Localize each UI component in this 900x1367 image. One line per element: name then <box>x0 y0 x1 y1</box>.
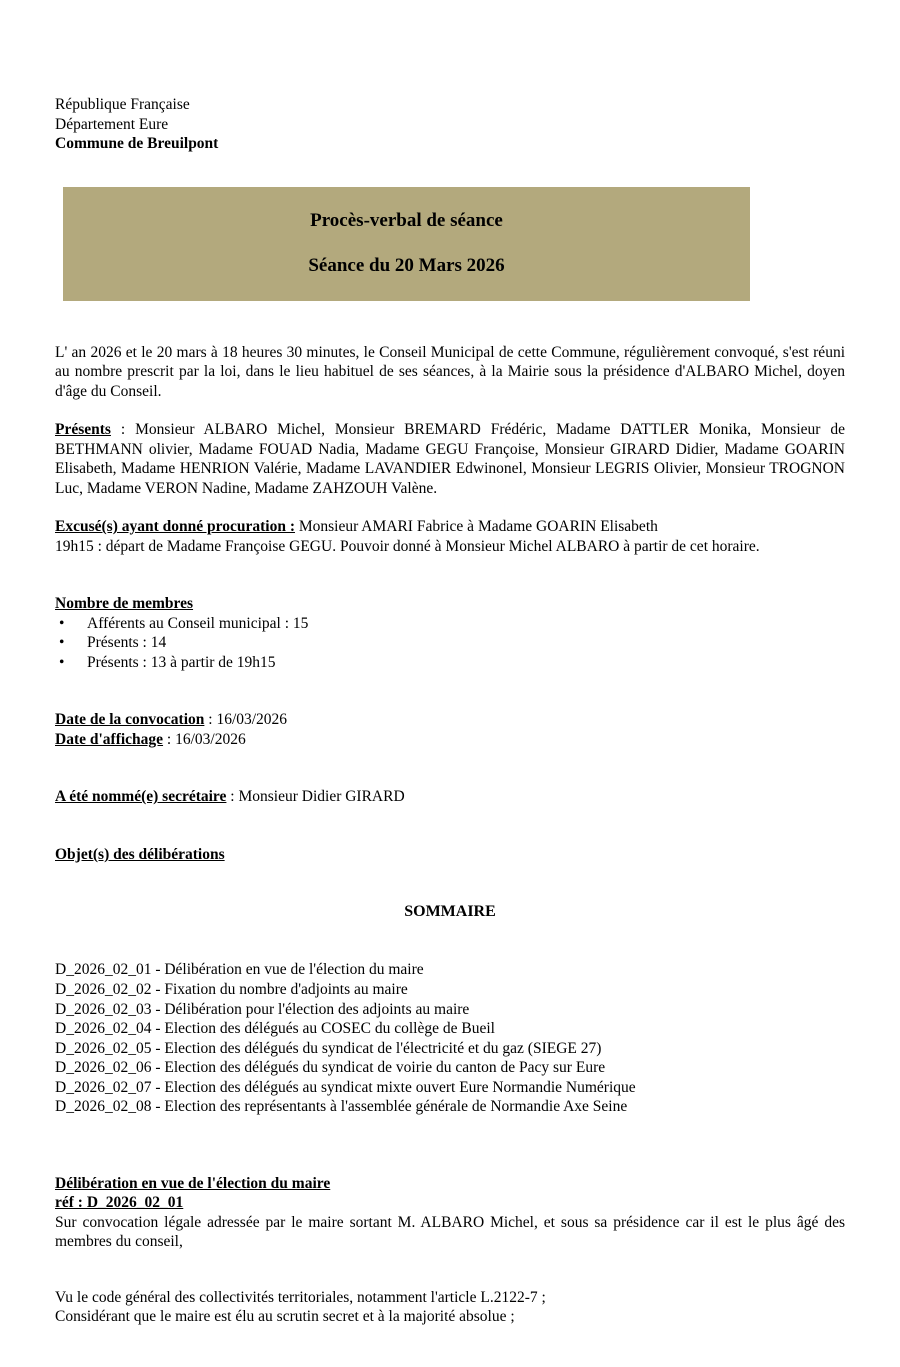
sommaire-title: SOMMAIRE <box>404 903 496 921</box>
presents-list: Monsieur ALBARO Michel, Monsieur BREMARD Frédéric, Madame DATTLER Monika, Monsieur de BETHMANN olivier, Madame FOUAD Nadia, Madame GEGU Françoise, Monsieur GIRARD Didier, Madame GOARIN Elisabeth, Madame HENRION Valérie, Madame LAVANDIER Edwinonel, Monsieur LEGRIS Olivier, Monsieur TROGNON Luc, Madame VERON Nadine, Madame ZAHZOUH Valène. <box>55 421 845 497</box>
objets-label: Objet(s) des délibérations <box>55 845 225 863</box>
list-item <box>55 653 845 673</box>
sommaire-item: D_2026_02_06 - Election des délégués du syndicat de voirie du canton de Pacy sur Eure <box>55 1059 606 1077</box>
intro-paragraph: L' an 2026 et le 20 mars à 18 heures 30 minutes, le Conseil Municipal de cette Commune, régulièrement convoqué, s'est réuni au nombre prescrit par la loi, dans le lieu habituel de ses séances, à la Mairie sous la présidence d'ALBARO Michel, doyen d'âge du Conseil. <box>55 343 845 400</box>
secretaire-label: A été nommé(e) secrétaire <box>55 788 227 806</box>
depart-line: 19h15 : départ de Madame Françoise GEGU. Pouvoir donné à Monsieur Michel ALBARO à partir de cet horaire. <box>55 537 760 555</box>
presents-separator: : <box>110 421 136 439</box>
header-republique: République Française <box>55 96 190 113</box>
deliberation-section <box>55 1174 845 1327</box>
bullet-icon <box>55 633 87 653</box>
deliberation-considerant-line: Considérant que le maire est élu au scrutin secret et à la majorité absolue ; <box>55 1308 515 1326</box>
presents-paragraph <box>55 420 845 498</box>
sommaire-item: D_2026_02_03 - Délibération pour l'élection des adjoints au maire <box>55 1000 470 1018</box>
procuration-line <box>55 517 845 537</box>
list-item <box>55 633 845 653</box>
bullet-icon <box>55 653 87 673</box>
affichage-label: Date d'affichage <box>55 730 164 748</box>
deliberation-title: Délibération en vue de l'élection du maire <box>55 1174 331 1192</box>
presents-label: Présents <box>55 421 111 439</box>
header-departement: Département Eure <box>55 115 169 133</box>
title-banner <box>63 187 750 301</box>
secretaire-line <box>55 787 845 807</box>
list-item <box>55 614 845 634</box>
deliberation-ref: réf : D_2026_02_01 <box>55 1194 184 1212</box>
header-commune: Commune de Breuilpont <box>55 135 219 153</box>
membres-presents-19h15: Présents : 13 à partir de 19h15 <box>87 653 276 671</box>
convocation-line <box>55 710 845 730</box>
dates-section <box>55 710 845 749</box>
banner-title: Procès-verbal de séance <box>310 210 503 232</box>
sommaire-item: D_2026_02_05 - Election des délégués du syndicat de l'électricité et du gaz (SIEGE 27) <box>55 1039 602 1057</box>
convocation-label: Date de la convocation <box>55 711 205 729</box>
deliberation-paragraph: Sur convocation légale adressée par le maire sortant M. ALBARO Michel, et sous sa présidence car il est le plus âgé des membres du conseil, <box>55 1213 845 1251</box>
sommaire-list <box>55 960 845 1116</box>
membres-label: Nombre de membres <box>55 595 194 613</box>
sommaire-item: D_2026_02_02 - Fixation du nombre d'adjoints au maire <box>55 980 408 998</box>
bullet-icon <box>55 614 87 634</box>
procuration-label: Excusé(s) ayant donné procuration : <box>55 518 295 536</box>
sommaire-item: D_2026_02_08 - Election des représentants à l'assemblée générale de Normandie Axe Seine <box>55 1098 628 1116</box>
affichage-line <box>55 730 845 750</box>
procuration-value: Monsieur AMARI Fabrice à Madame GOARIN Elisabeth <box>294 518 658 536</box>
affichage-date: : 16/03/2026 <box>163 730 246 748</box>
convocation-date: : 16/03/2026 <box>204 711 288 729</box>
membres-afferents: Afférents au Conseil municipal : 15 <box>87 614 309 632</box>
membres-section <box>55 594 845 672</box>
secretaire-name: : Monsieur Didier GIRARD <box>226 788 405 806</box>
document-header <box>55 95 845 154</box>
deliberation-vu-line: Vu le code général des collectivités territoriales, notamment l'article L.2122-7 ; <box>55 1288 546 1306</box>
procuration-section <box>55 517 845 556</box>
banner-session-date: Séance du 20 Mars 2026 <box>308 255 505 277</box>
membres-presents: Présents : 14 <box>87 634 167 652</box>
sommaire-item: D_2026_02_07 - Election des délégués au syndicat mixte ouvert Eure Normandie Numérique <box>55 1078 636 1096</box>
sommaire-item: D_2026_02_04 - Election des délégués au COSEC du collège de Bueil <box>55 1020 495 1038</box>
sommaire-item: D_2026_02_01 - Délibération en vue de l'élection du maire <box>55 961 424 979</box>
